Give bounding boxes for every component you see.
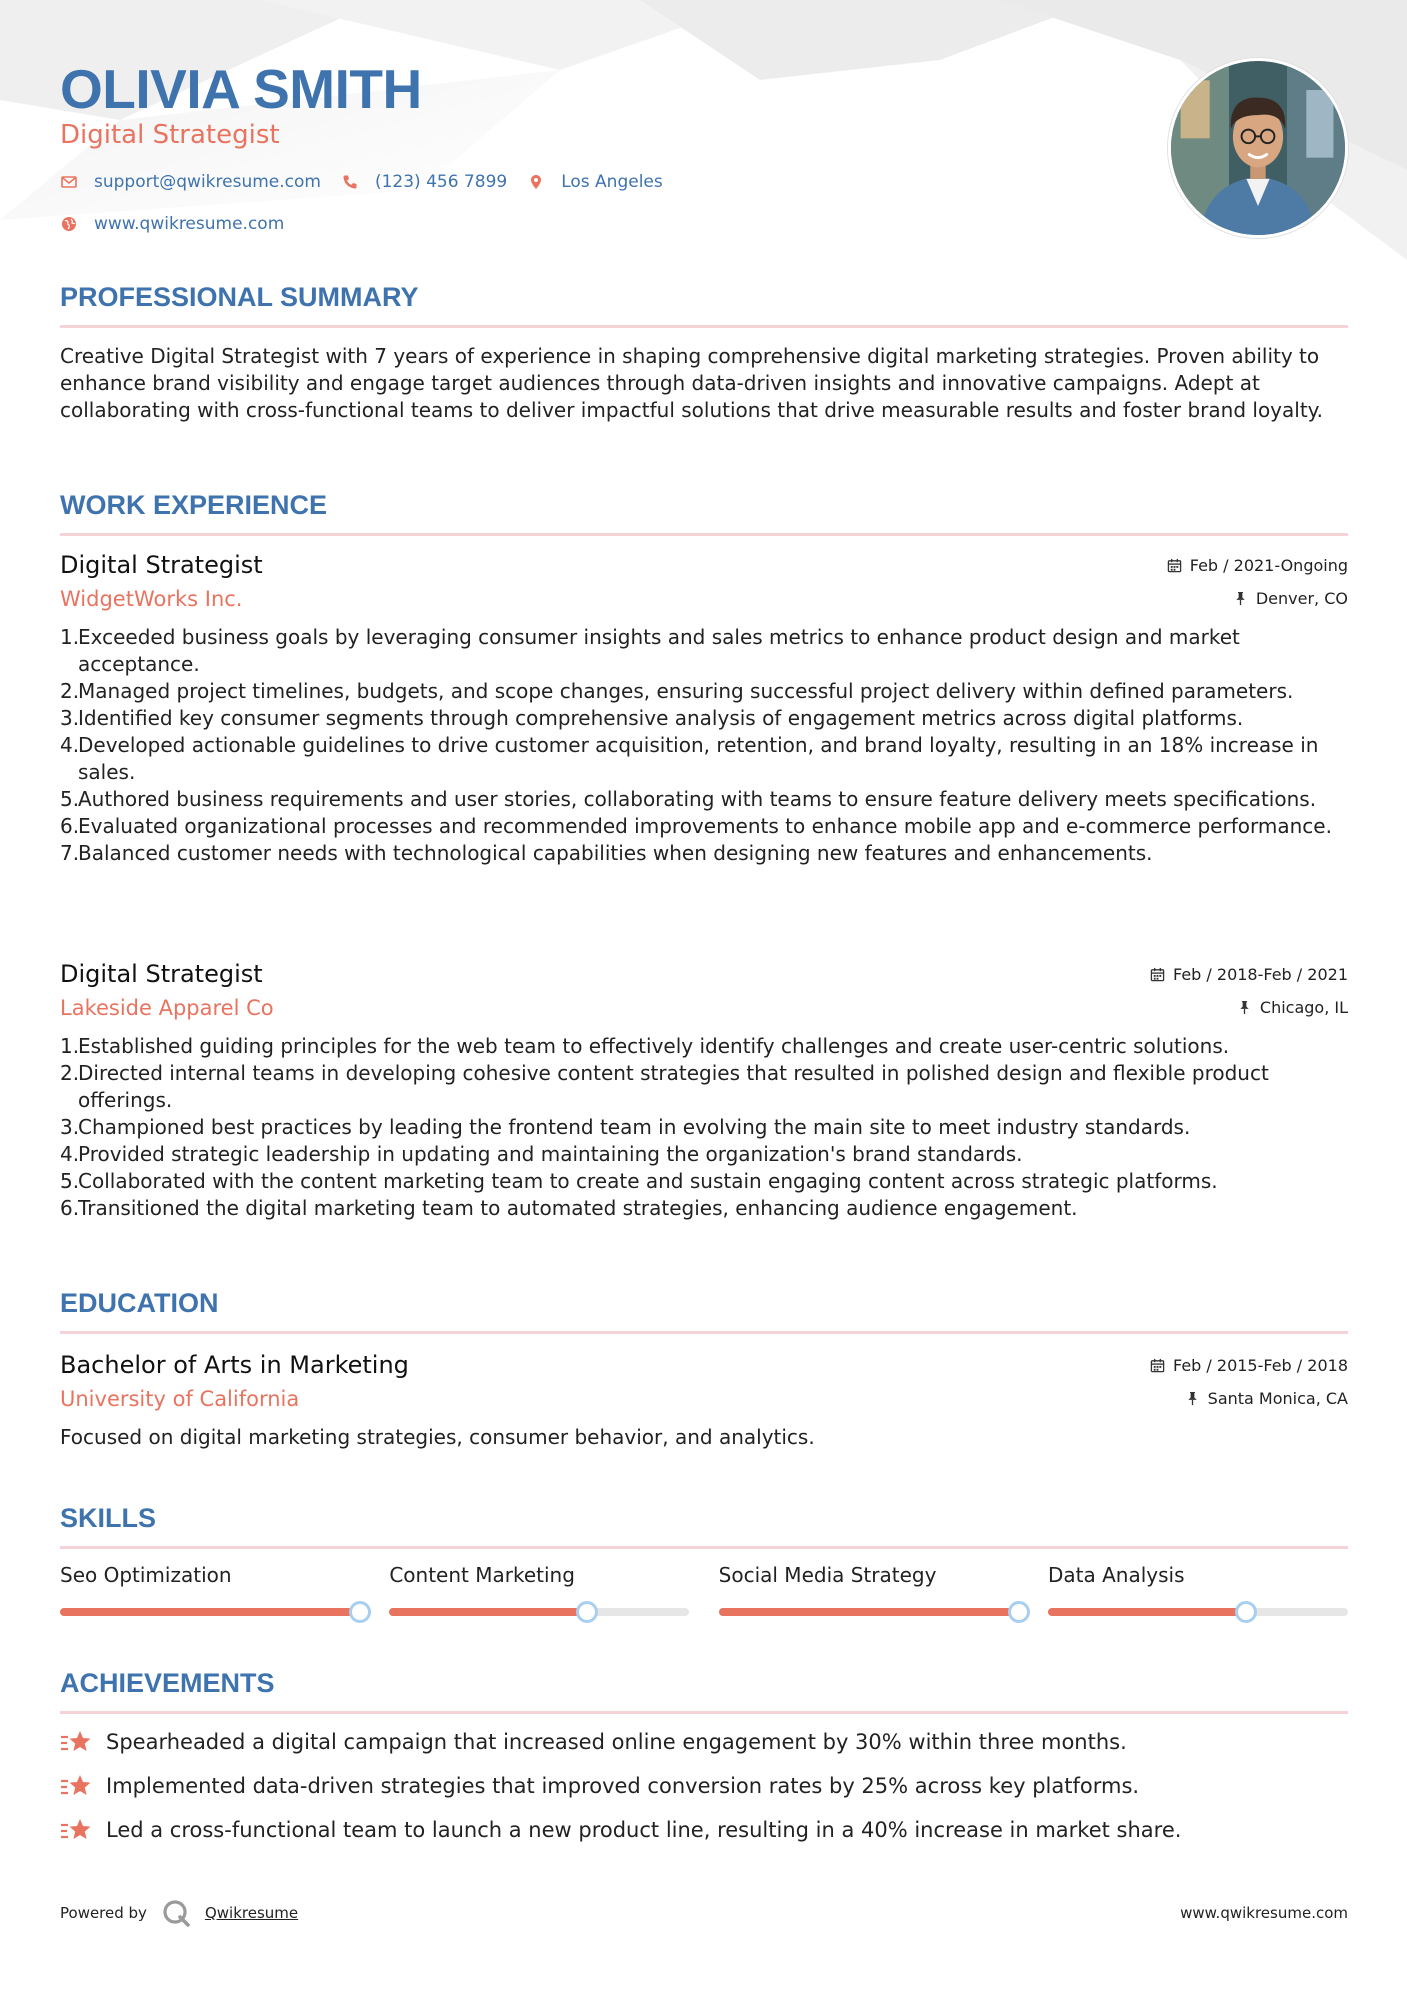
contact-location: [527, 172, 663, 192]
skill-fill: [60, 1608, 360, 1616]
section-title-work: WORK EXPERIENCE: [60, 487, 1348, 536]
achievement-item: [60, 1728, 1348, 1756]
achievement-text: Led a cross-functional team to launch a new product line, resulting in a 40% increase in market share.: [106, 1818, 1182, 1842]
section-title-summary: PROFESSIONAL SUMMARY: [60, 279, 1348, 328]
job-role: Digital Strategist: [60, 551, 263, 579]
education-entry: [60, 1348, 1348, 1451]
job-entry: [60, 548, 1348, 867]
achievement-item: [60, 1816, 1348, 1844]
skill-bar: [1048, 1608, 1348, 1616]
education-date-text: Feb / 2015-Feb / 2018: [1173, 1356, 1348, 1375]
skill-bar: [719, 1608, 1019, 1616]
contact-website[interactable]: [60, 214, 284, 234]
section-title-education: EDUCATION: [60, 1285, 1348, 1334]
job-location-text: Chicago, IL: [1259, 998, 1348, 1017]
duty-item: 1. Exceeded business goals by leveraging consumer insights and sales metrics to enhance product design and market acceptance.: [60, 625, 1240, 676]
skill-label: Social Media Strategy: [718, 1563, 937, 1587]
star-badge-icon: [60, 1728, 92, 1756]
skill-knob: [1235, 1601, 1257, 1623]
job-company: Lakeside Apparel Co: [60, 996, 274, 1020]
job-date-text: Feb / 2021-Ongoing: [1189, 556, 1348, 575]
duty-item: 2. Managed project timelines, budgets, and scope changes, ensuring successful project delivery within defined parameters.: [60, 679, 1294, 703]
qwikresume-logo-icon: [161, 1898, 191, 1928]
pushpin-icon: [1233, 591, 1248, 606]
skill-item: [1048, 1562, 1348, 1616]
duty-item: 3. Championed best practices by leading the frontend team in evolving the main site to meet industry standards.: [60, 1115, 1191, 1139]
map-pin-icon: [527, 173, 545, 191]
contact-row: [60, 172, 683, 192]
pushpin-icon: [1185, 1391, 1200, 1406]
footer: [60, 1898, 1348, 1932]
achievement-text: Implemented data-driven strategies that improved conversion rates by 25% across key platforms.: [106, 1774, 1140, 1798]
skill-fill: [1048, 1608, 1246, 1616]
duty-item: 2. Directed internal teams in developing cohesive content strategies that resulted in polished design and flexible product offerings.: [60, 1061, 1269, 1112]
job-location: [1237, 998, 1348, 1017]
duty-item: 4. Provided strategic leadership in updating and maintaining the organization's brand standards.: [60, 1142, 1023, 1166]
skill-label: Content Marketing: [389, 1563, 575, 1587]
star-badge-icon: [60, 1772, 92, 1800]
pushpin-icon: [1237, 1000, 1252, 1015]
calendar-icon: [1150, 1358, 1165, 1373]
calendar-icon: [1150, 967, 1165, 982]
skill-bar: [389, 1608, 689, 1616]
duty-list: [60, 624, 1348, 867]
duty-item: 4. Developed actionable guidelines to drive customer acquisition, retention, and brand loyalty, resulting in an 18% increase in sales.: [60, 733, 1319, 784]
contact-phone[interactable]: [341, 172, 507, 192]
skill-knob: [1008, 1601, 1030, 1623]
duty-item: 7. Balanced customer needs with technological capabilities when designing new features and enhancements.: [60, 841, 1153, 865]
email-text[interactable]: support@qwikresume.com: [94, 172, 321, 192]
skill-bar: [60, 1608, 360, 1616]
job-date-text: Feb / 2018-Feb / 2021: [1173, 965, 1348, 984]
achievement-list: [60, 1728, 1348, 1860]
education-location: [1185, 1389, 1348, 1408]
star-badge-icon: [60, 1816, 92, 1844]
skill-label: Seo Optimization: [60, 1563, 232, 1587]
achievement-text: Spearheaded a digital campaign that increased online engagement by 30% within three months.: [106, 1730, 1127, 1754]
location-text: Los Angeles: [561, 172, 663, 192]
website-text[interactable]: www.qwikresume.com: [94, 214, 285, 234]
candidate-name: OLIVIA SMITH: [60, 58, 422, 120]
education-date: [1150, 1356, 1348, 1375]
section-title-skills: SKILLS: [60, 1500, 1348, 1549]
footer-url[interactable]: www.qwikresume.com: [1180, 1904, 1348, 1922]
envelope-icon: [60, 173, 78, 191]
skill-item: [389, 1562, 689, 1616]
duty-item: 5. Authored business requirements and user stories, collaborating with teams to ensure feature delivery meets specifications.: [60, 787, 1317, 811]
brand-link[interactable]: Qwikresume: [204, 1904, 299, 1922]
job-role: Digital Strategist: [60, 960, 263, 988]
duty-item: 6. Transitioned the digital marketing team to automated strategies, enhancing audience engagement.: [60, 1196, 1078, 1220]
section-title-achievements: ACHIEVEMENTS: [60, 1665, 1348, 1714]
education-description: Focused on digital marketing strategies, consumer behavior, and analytics.: [60, 1425, 815, 1449]
job-location: [1233, 589, 1348, 608]
job-location-text: Denver, CO: [1255, 589, 1348, 608]
calendar-icon: [1167, 558, 1182, 573]
phone-icon: [341, 173, 359, 191]
skill-fill: [389, 1608, 587, 1616]
education-location-text: Santa Monica, CA: [1207, 1389, 1348, 1408]
skill-knob: [576, 1601, 598, 1623]
globe-icon: [60, 215, 78, 233]
duty-item: 5. Collaborated with the content marketing team to create and sustain engaging content across strategic platforms.: [60, 1169, 1218, 1193]
skill-item: [719, 1562, 1019, 1616]
profile-photo: [1168, 58, 1348, 238]
skill-item: [60, 1562, 360, 1616]
job-entry: [60, 957, 1348, 1222]
powered-by-label: Powered by: [60, 1904, 147, 1922]
summary-text: Creative Digital Strategist with 7 years of experience in shaping comprehensive digital marketing strategies. Proven ability to enhance brand visibility and engage target audiences through data-driven insights and innovative campaigns. Adept at collaborating with cross-functional teams to deliver impactful solutions that drive measurable results and foster brand loyalty.: [60, 344, 1324, 422]
skill-knob: [349, 1601, 371, 1623]
duty-item: 3. Identified key consumer segments through comprehensive analysis of engagement metrics across digital platforms.: [60, 706, 1244, 730]
education-school: University of California: [60, 1387, 300, 1411]
resume-page: [60, 0, 1348, 1990]
education-degree: Bachelor of Arts in Marketing: [60, 1351, 409, 1379]
skills-list: [60, 1562, 1348, 1616]
job-date: [1150, 965, 1348, 984]
skill-fill: [719, 1608, 1019, 1616]
duty-item: 6. Evaluated organizational processes and recommended improvements to enhance mobile app and e-commerce performance.: [60, 814, 1332, 838]
achievement-item: [60, 1772, 1348, 1800]
job-company: WidgetWorks Inc.: [60, 587, 243, 611]
job-date: [1167, 556, 1348, 575]
duty-item: 1. Established guiding principles for the web team to effectively identify challenges and create user-centric solutions.: [60, 1034, 1230, 1058]
phone-text[interactable]: (123) 456 7899: [374, 172, 508, 192]
contact-email[interactable]: [60, 172, 321, 192]
skill-label: Data Analysis: [1047, 1563, 1185, 1587]
powered-by: [60, 1898, 298, 1928]
duty-list: [60, 1033, 1348, 1222]
candidate-title: Digital Strategist: [60, 120, 280, 150]
contact-row-2: [60, 214, 304, 234]
